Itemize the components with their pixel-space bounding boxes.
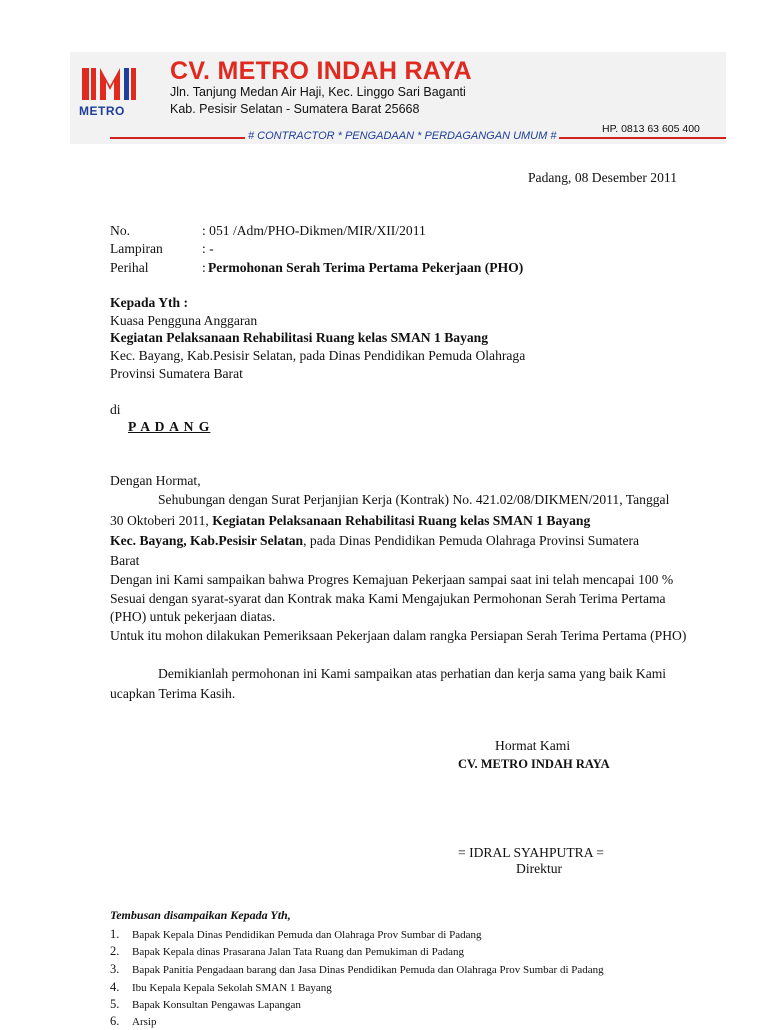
cc-list-item — [110, 960, 604, 978]
paragraph5-line1: Demikianlah permohonan ini Kami sampaikan atas perhatian dan kerja sama yang baik Kami — [158, 666, 667, 681]
cc-item-number: 3. — [110, 962, 120, 976]
paragraph1-line2 — [110, 513, 590, 529]
cc-list-item — [110, 1012, 156, 1030]
contract-date: 30 Oktoberi 2011, — [110, 513, 213, 528]
cc-list-item — [110, 995, 301, 1013]
cc-list-item — [110, 978, 332, 996]
project-name: Kegiatan Pelaksanaan Rehabilitasi Ruang kelas SMAN 1 Bayang — [212, 513, 591, 528]
cc-item-number: 2. — [110, 944, 120, 958]
cc-item-text: Ibu Kepala Kepala Sekolah SMAN 1 Bayang — [132, 982, 332, 994]
recipient-greeting: Kepada Yth : — [110, 295, 189, 310]
place-date: Padang, 08 Desember 2011 — [528, 170, 677, 185]
recipient-line1: Kuasa Pengguna Anggaran — [110, 313, 258, 328]
cc-item-text: Bapak Panitia Pengadaan barang dan Jasa Dinas Pendidikan Pemuda dan Olahraga Prov Sumbar di Padang — [132, 964, 604, 976]
salutation: Dengan Hormat, — [110, 473, 201, 488]
cc-item-number: 1. — [110, 927, 120, 941]
cc-item-text: Bapak Kepala dinas Prasarana Jalan Tata Ruang dan Pemukiman di Padang — [132, 946, 464, 958]
paragraph5-line2: ucapkan Terima Kasih. — [110, 686, 236, 701]
company-name: CV. METRO INDAH RAYA — [170, 57, 472, 85]
signature-company: CV. METRO INDAH RAYA — [458, 757, 610, 771]
recipient-di: di — [110, 402, 121, 417]
logo-text: METRO — [79, 104, 125, 118]
paragraph3-line1: Sesuai dengan syarat-syarat dan Kontrak maka Kami Mengajukan Permohonan Serah Terima Pertama — [110, 591, 666, 606]
cc-item-number: 4. — [110, 980, 120, 994]
recipient-line2: Kegiatan Pelaksanaan Rehabilitasi Ruang kelas SMAN 1 Bayang — [110, 330, 489, 345]
cc-item-number: 6. — [110, 1014, 120, 1028]
no-value: : 051 /Adm/PHO-Dikmen/MIR/XII/2011 — [202, 223, 426, 238]
cc-item-number: 5. — [110, 997, 120, 1011]
cc-item-text: Bapak Konsultan Pengawas Lapangan — [132, 999, 301, 1011]
cc-item-text: Arsip — [132, 1016, 157, 1028]
recipient-city: P A D A N G — [128, 419, 211, 434]
paragraph4: Untuk itu mohon dilakukan Pemeriksaan Pekerjaan dalam rangka Persiapan Serah Terima Pertama (PHO) — [110, 628, 687, 643]
cc-list-item — [110, 942, 464, 960]
lampiran-value: : - — [202, 241, 214, 256]
cc-heading: Tembusan disampaikan Kepada Yth, — [110, 908, 291, 922]
paragraph1-line1: Sehubungan dengan Surat Perjanjian Kerja (Kontrak) No. 421.02/08/DIKMEN/2011, Tanggal — [158, 492, 670, 507]
project-agency: , pada Dinas Pendidikan Pemuda Olahraga Provinsi Sumatera — [303, 533, 640, 548]
project-location: Kec. Bayang, Kab.Pesisir Selatan — [110, 533, 304, 548]
company-tagline: # CONTRACTOR * PENGADAAN * PERDAGANGAN UMUM # — [245, 130, 559, 142]
lampiran-label: Lampiran — [110, 241, 163, 256]
cc-list-item — [110, 925, 481, 943]
company-phone: HP. 0813 63 605 400 — [602, 123, 700, 135]
signature-name: = IDRAL SYAHPUTRA = — [458, 845, 604, 860]
no-label: No. — [110, 223, 131, 238]
cc-item-text: Bapak Kepala Dinas Pendidikan Pemuda dan Olahraga Prov Sumbar di Padang — [132, 929, 482, 941]
perihal-colon: : — [202, 260, 206, 275]
paragraph1-line3 — [110, 533, 639, 549]
recipient-line3: Kec. Bayang, Kab.Pesisir Selatan, pada Dinas Pendidikan Pemuda Olahraga — [110, 348, 526, 363]
paragraph2: Dengan ini Kami sampaikan bahwa Progres Kemajuan Pekerjaan sampai saat ini telah mencapai 100 % — [110, 572, 674, 587]
recipient-line4: Provinsi Sumatera Barat — [110, 366, 243, 381]
paragraph3-line2: (PHO) untuk pekerjaan diatas. — [110, 609, 276, 624]
perihal-value: Permohonan Serah Terima Pertama Pekerjaan (PHO) — [208, 260, 524, 275]
company-address-line1: Jln. Tanjung Medan Air Haji, Kec. Linggo Sari Baganti — [170, 85, 466, 99]
company-address-line2: Kab. Pesisir Selatan - Sumatera Barat 25668 — [170, 102, 420, 116]
signature-closing: Hormat Kami — [495, 738, 571, 753]
signature-title: Direktur — [516, 861, 563, 876]
paragraph1-line4: Barat — [110, 553, 140, 568]
perihal-label: Perihal — [110, 260, 149, 275]
